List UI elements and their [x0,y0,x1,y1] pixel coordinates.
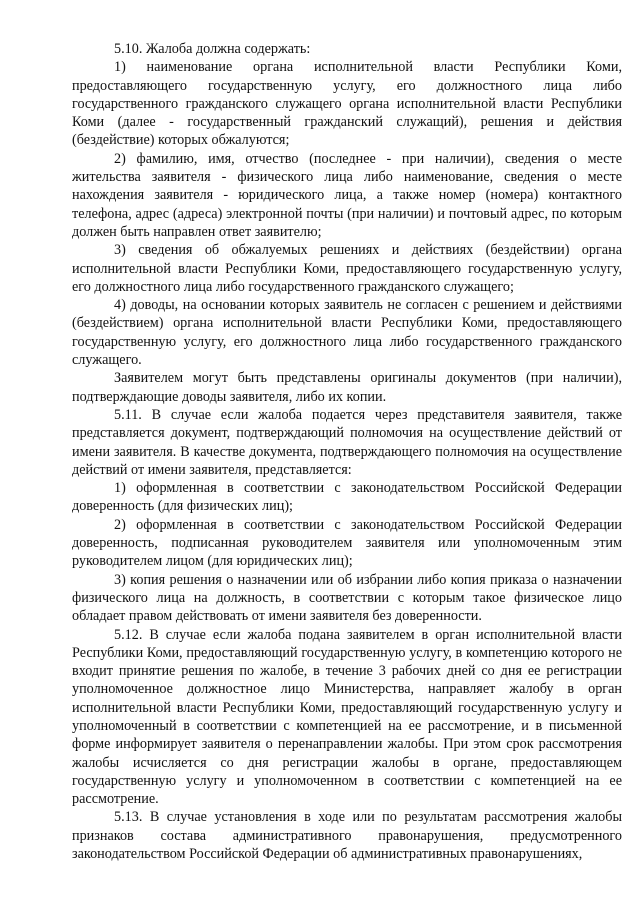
paragraph-5-11-item-2: 2) оформленная в соответствии с законодательством Российской Федерации доверенность, подписанная руководителем заявителя или уполномоченным этим руководителем лицом (для юридических лиц); [72,516,622,570]
paragraph-5-10-item-4: 4) доводы, на основании которых заявитель не согласен с решением и действиями (бездействием) органа исполнительной власти Республики Коми, предоставляющего государственную услугу, его должностного лица либо государственного гражданского служащего. [72,297,622,369]
paragraph-5-10-heading: 5.10. Жалоба должна содержать: [114,41,311,57]
paragraph-5-10-item-1: 1) наименование органа исполнительной власти Республики Коми, предоставляющего государственную услугу, его должностного лица либо государственного гражданского служащего органа исполнительной власти Республики Коми (далее - государственный гражданский служащий), решения и действия (бездействие) которых обжалуются; [72,59,622,149]
paragraph-5-11-item-3: 3) копия решения о назначении или об избрании либо копия приказа о назначении физического лица на должность, в соответствии с которым такое физическое лицо обладает правом действовать от имени заявителя без доверенности. [72,571,622,625]
paragraph-originals: Заявителем могут быть представлены оригиналы документов (при наличии), подтверждающие доводы заявителя, либо их копии. [72,370,622,405]
document-page [72,40,622,863]
paragraph-5-11-item-1: 1) оформленная в соответствии с законодательством Российской Федерации доверенность (для физических лиц); [72,480,622,515]
paragraph-5-10-item-3: 3) сведения об обжалуемых решениях и действиях (бездействии) органа исполнительной власти Республики Коми, предоставляющего государственную услугу, его должностного лица либо государственного гражданского служащего; [72,242,622,295]
paragraph-5-11: 5.11. В случае если жалоба подается через представителя заявителя, также представляется документ, подтверждающий полномочия на осуществление действий от имени заявителя. В качестве документа, подтверждающего полномочия на осуществление действий от имени заявителя, представляется: [72,406,622,478]
paragraph-5-10-item-2: 2) фамилию, имя, отчество (последнее - при наличии), сведения о месте жительства заявителя - физического лица либо наименование, сведения о месте нахождения заявителя - юридического лица, а также номер (номера) контактного телефона, адрес (адреса) электронной почты (при наличии) и почтовый адрес, по которым должен быть направлен ответ заявителю; [72,150,622,240]
paragraph-5-12: 5.12. В случае если жалоба подана заявителем в орган исполнительной власти Республики Коми, предоставляющий государственную услугу, в компетенцию которого не входит принятие решения по жалобе, в течение 3 рабочих дней со дня ее регистрации уполномоченное должностное лицо Министерства, направляет жалобу в орган исполнительной власти Республики Коми, предоставляющий государственную услугу и уполномоченный в соответствии с компетенцией на ее рассмотрение, и в письменной форме информирует заявителя о перенаправлении жалобы. При этом срок рассмотрения жалобы исчисляется со дня регистрации жалобы в органе, предоставляющем государственную услугу и уполномоченном в соответствии с компетенцией на ее рассмотрение. [72,626,622,808]
paragraph-5-13: 5.13. В случае установления в ходе или по результатам рассмотрения жалобы признаков состава административного правонарушения, предусмотренного законодательством Российской Федерации об административных правонарушениях, [72,809,622,863]
